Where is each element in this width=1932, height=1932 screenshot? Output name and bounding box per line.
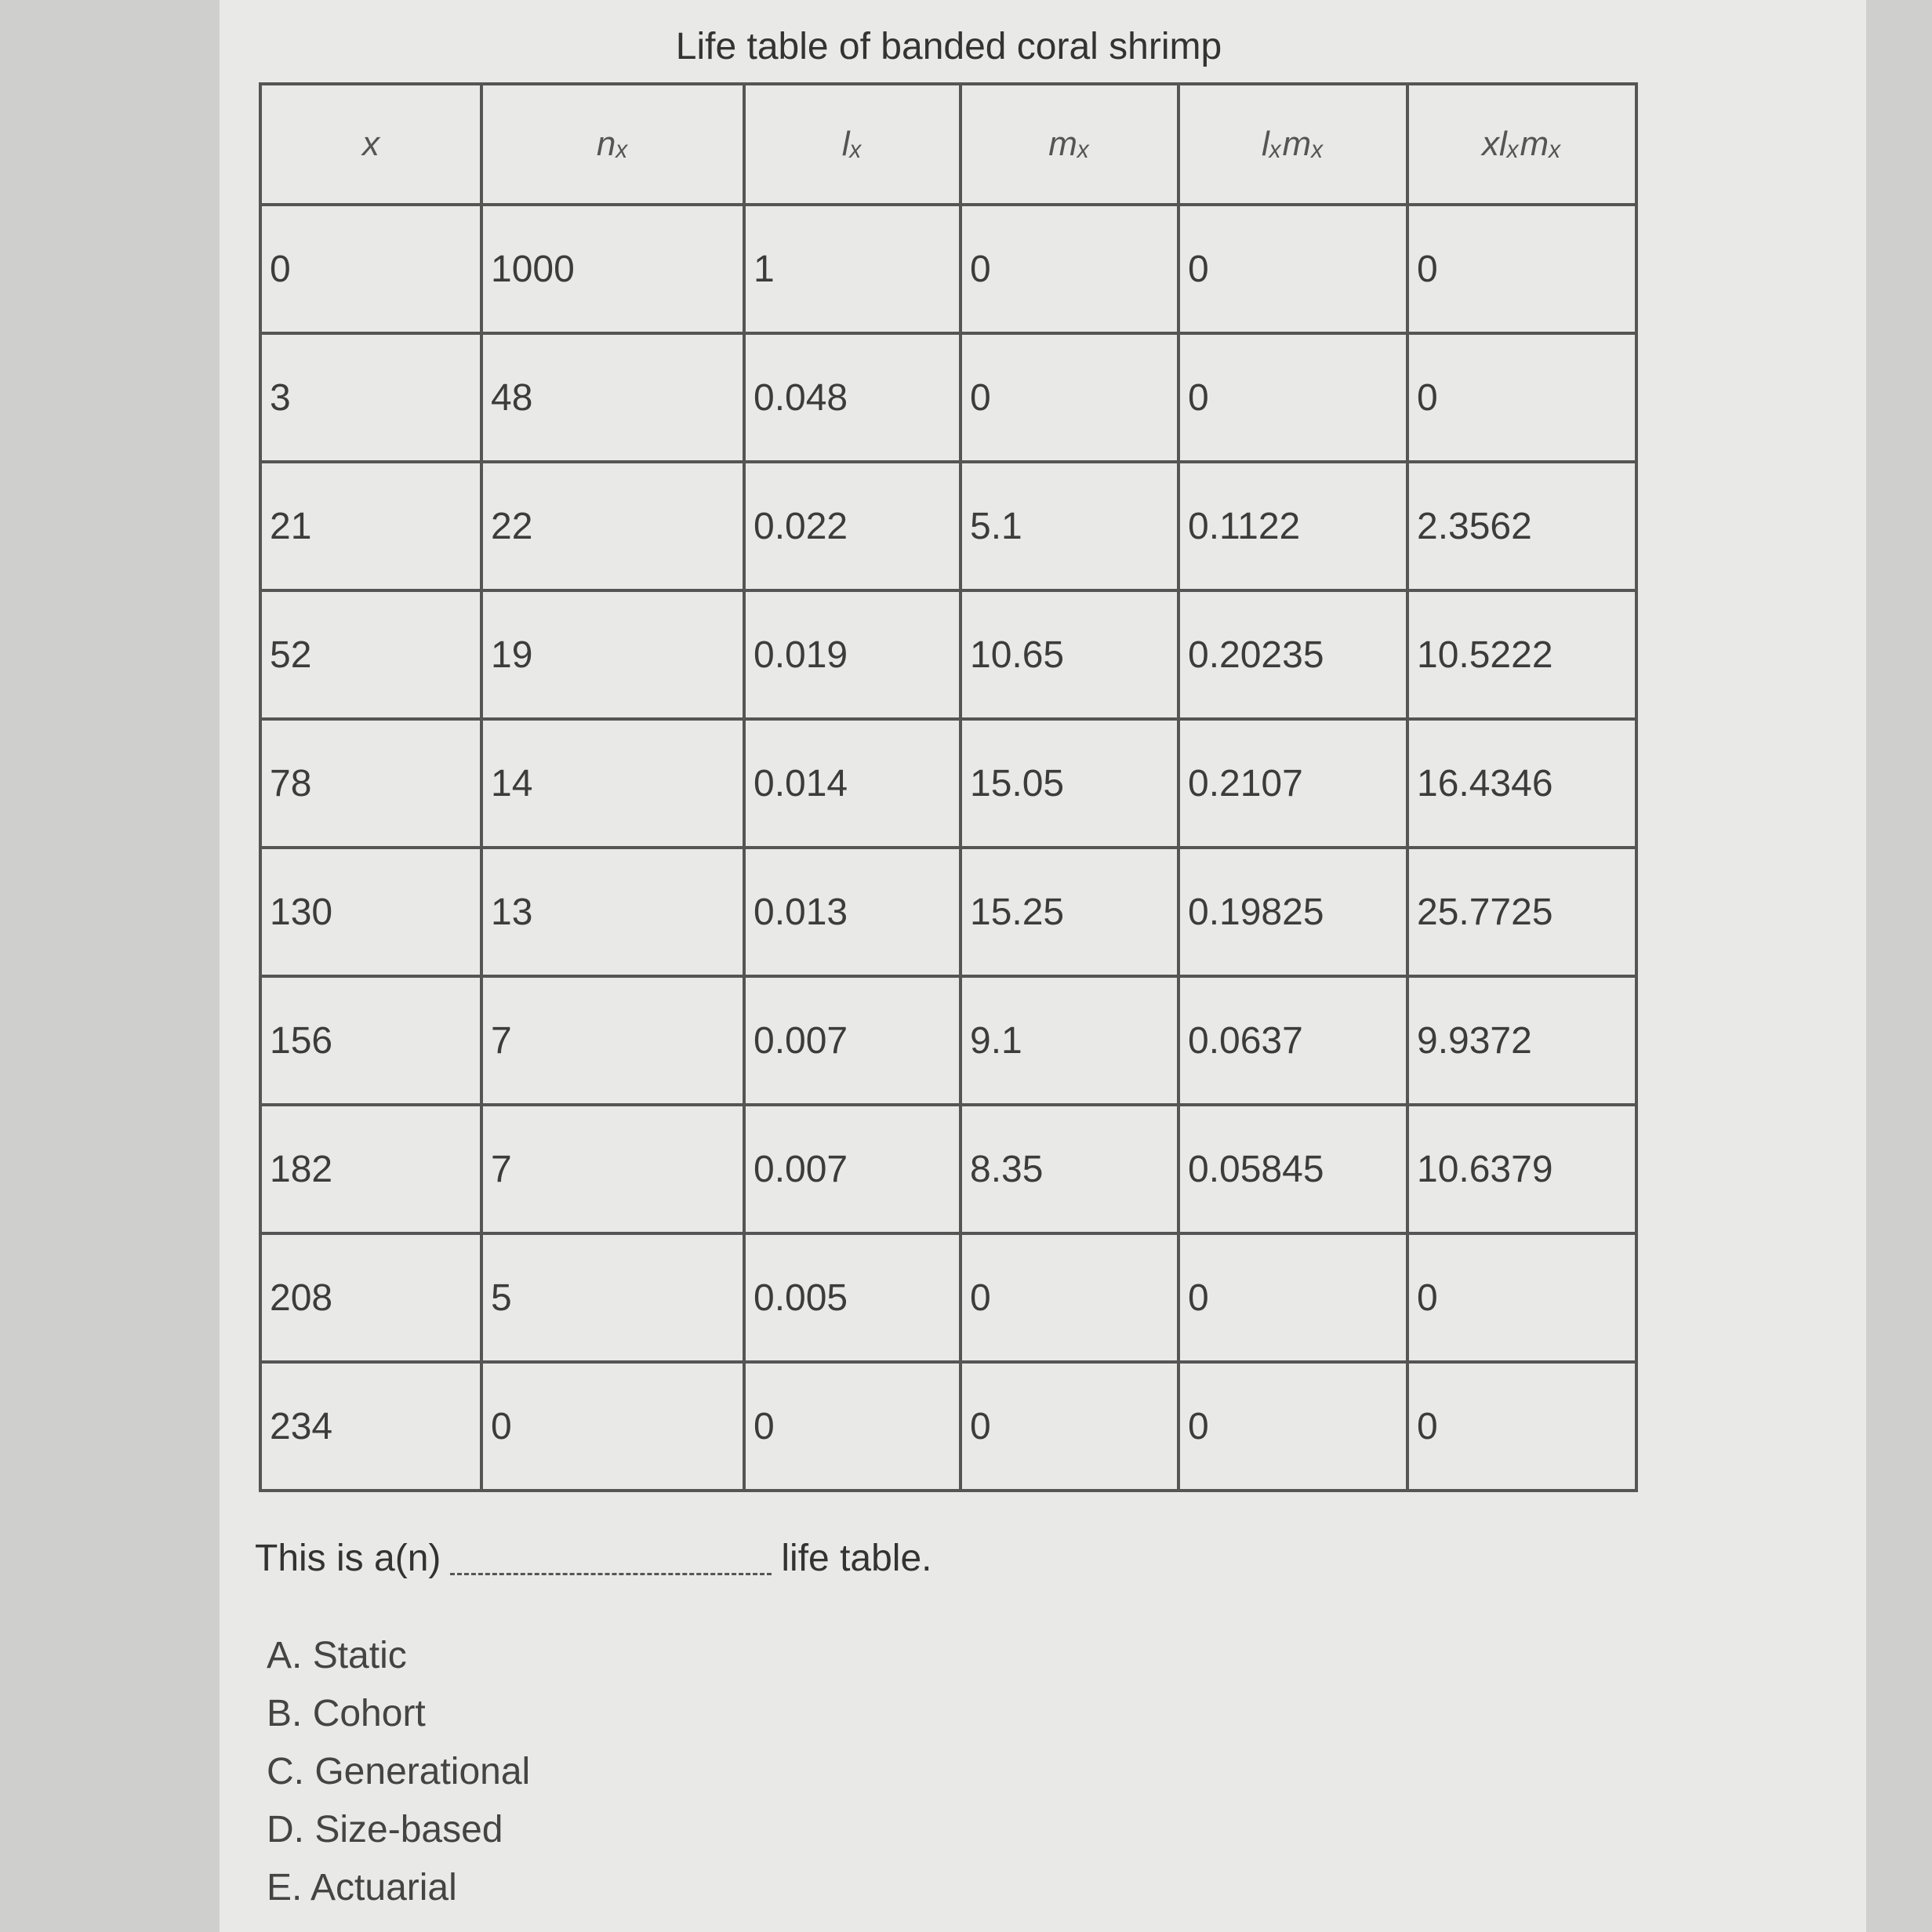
table-cell: 15.05 xyxy=(961,719,1178,848)
table-row xyxy=(260,1233,1636,1362)
table-cell: 7 xyxy=(481,1105,744,1233)
table-cell: 9.1 xyxy=(961,976,1178,1105)
option-cohort[interactable]: B. Cohort xyxy=(267,1693,426,1734)
table-cell: 10.6379 xyxy=(1407,1105,1636,1233)
table-row xyxy=(260,205,1636,333)
column-header: nₓ xyxy=(481,84,744,205)
table-row xyxy=(260,333,1636,462)
table-cell: 0.20235 xyxy=(1178,590,1407,719)
table-cell: 5 xyxy=(481,1233,744,1362)
table-cell: 5.1 xyxy=(961,462,1178,590)
column-header: lₓ xyxy=(744,84,961,205)
table-cell: 0 xyxy=(1178,1362,1407,1491)
table-cell: 234 xyxy=(260,1362,481,1491)
table-title: Life table of banded coral shrimp xyxy=(675,26,1222,67)
table-cell: 0 xyxy=(260,205,481,333)
table-cell: 0.048 xyxy=(744,333,961,462)
table-cell: 0.0637 xyxy=(1178,976,1407,1105)
table-cell: 0 xyxy=(1178,333,1407,462)
table-cell: 7 xyxy=(481,976,744,1105)
option-size-based[interactable]: D. Size-based xyxy=(267,1809,503,1850)
table-cell: 208 xyxy=(260,1233,481,1362)
table-cell: 15.25 xyxy=(961,848,1178,976)
table-cell: 0.014 xyxy=(744,719,961,848)
table-row xyxy=(260,462,1636,590)
answer-options xyxy=(267,1627,530,1917)
column-header: x xyxy=(260,84,481,205)
option-static[interactable]: A. Static xyxy=(267,1635,407,1676)
answer-blank[interactable] xyxy=(450,1573,772,1575)
table-cell: 52 xyxy=(260,590,481,719)
table-cell: 0 xyxy=(744,1362,961,1491)
table-cell: 0 xyxy=(961,1362,1178,1491)
table-cell: 0 xyxy=(1178,205,1407,333)
table-cell: 0 xyxy=(1407,1362,1636,1491)
table-cell: 182 xyxy=(260,1105,481,1233)
table-row xyxy=(260,1362,1636,1491)
table-cell: 10.65 xyxy=(961,590,1178,719)
table-cell: 78 xyxy=(260,719,481,848)
table-row xyxy=(260,976,1636,1105)
table-cell: 0.1122 xyxy=(1178,462,1407,590)
question-prefix: This is a(n) xyxy=(255,1538,441,1579)
table-cell: 14 xyxy=(481,719,744,848)
table-cell: 0 xyxy=(1178,1233,1407,1362)
table-cell: 0 xyxy=(1407,1233,1636,1362)
table-row xyxy=(260,1105,1636,1233)
life-table xyxy=(259,82,1638,1492)
table-cell: 0 xyxy=(1407,333,1636,462)
option-generational[interactable]: C. Generational xyxy=(267,1751,531,1792)
table-row xyxy=(260,719,1636,848)
table-cell: 25.7725 xyxy=(1407,848,1636,976)
table-cell: 0.013 xyxy=(744,848,961,976)
table-cell: 2.3562 xyxy=(1407,462,1636,590)
table-cell: 0.007 xyxy=(744,1105,961,1233)
table-cell: 16.4346 xyxy=(1407,719,1636,848)
table-cell: 48 xyxy=(481,333,744,462)
table-cell: 0 xyxy=(961,205,1178,333)
table-cell: 9.9372 xyxy=(1407,976,1636,1105)
table-cell: 1000 xyxy=(481,205,744,333)
table-cell: 21 xyxy=(260,462,481,590)
table-cell: 1 xyxy=(744,205,961,333)
table-cell: 0.2107 xyxy=(1178,719,1407,848)
table-cell: 0 xyxy=(961,333,1178,462)
column-header: xlₓmₓ xyxy=(1407,84,1636,205)
table-row xyxy=(260,848,1636,976)
question-suffix: life table. xyxy=(781,1538,932,1579)
table-cell: 0.007 xyxy=(744,976,961,1105)
table-cell: 0 xyxy=(961,1233,1178,1362)
table-cell: 0.19825 xyxy=(1178,848,1407,976)
table-cell: 8.35 xyxy=(961,1105,1178,1233)
question-text xyxy=(255,1537,932,1580)
table-cell: 0.022 xyxy=(744,462,961,590)
column-header: lₓmₓ xyxy=(1178,84,1407,205)
header-row xyxy=(260,84,1636,205)
table-cell: 156 xyxy=(260,976,481,1105)
table-cell: 0.005 xyxy=(744,1233,961,1362)
table-row xyxy=(260,590,1636,719)
table-cell: 10.5222 xyxy=(1407,590,1636,719)
table-cell: 0.05845 xyxy=(1178,1105,1407,1233)
table-cell: 22 xyxy=(481,462,744,590)
table-cell: 19 xyxy=(481,590,744,719)
column-header: mₓ xyxy=(961,84,1178,205)
table-cell: 0.019 xyxy=(744,590,961,719)
table-cell: 0 xyxy=(1407,205,1636,333)
table-cell: 3 xyxy=(260,333,481,462)
option-actuarial[interactable]: E. Actuarial xyxy=(267,1867,457,1908)
table-cell: 13 xyxy=(481,848,744,976)
table-cell: 0 xyxy=(481,1362,744,1491)
table-cell: 130 xyxy=(260,848,481,976)
